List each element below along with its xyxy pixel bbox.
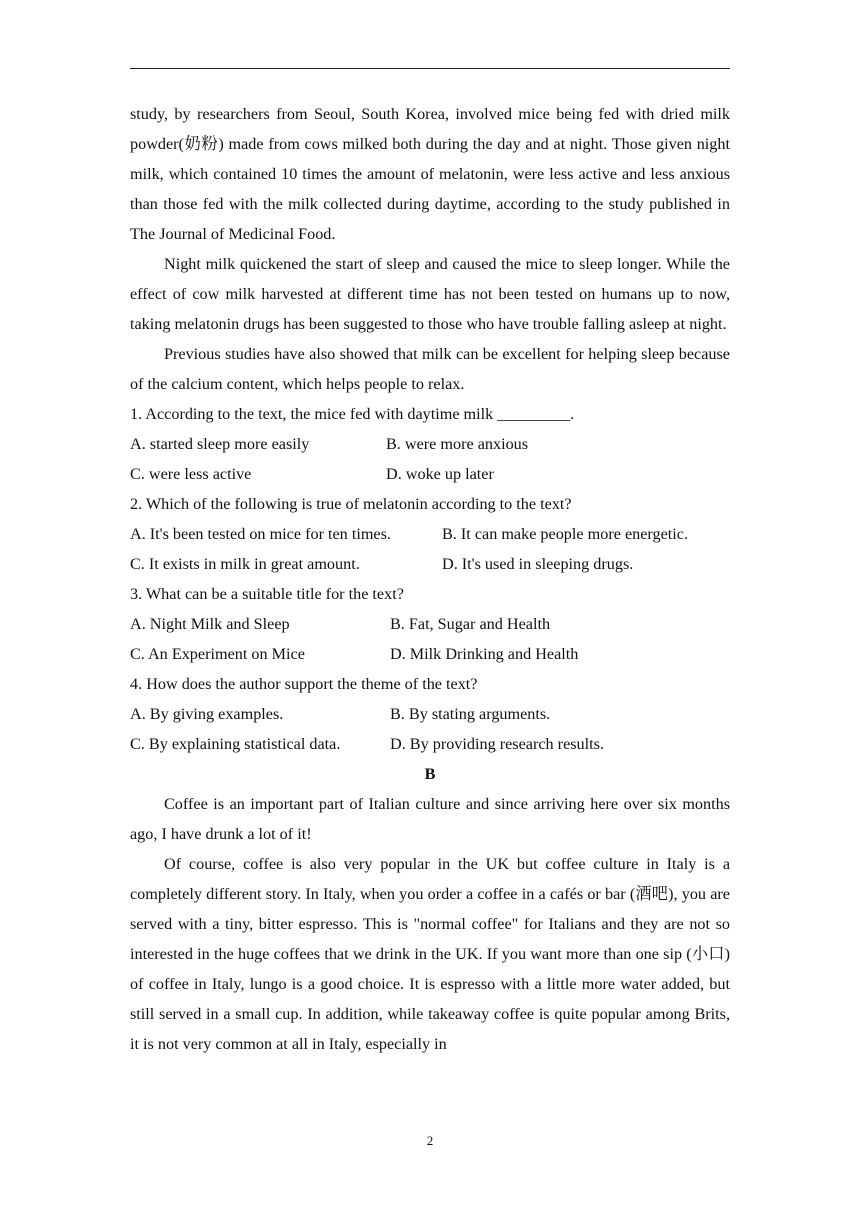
question-2: 2. Which of the following is true of melatonin according to the text?: [130, 495, 572, 513]
page-content: [130, 99, 730, 1059]
option-3b: B. Fat, Sugar and Health: [390, 615, 551, 633]
paragraph-a2: Night milk quickened the start of sleep and caused the mice to sleep longer. While the effect of cow milk harvested at different time has not been tested on humans up to now, taking melatonin drugs has been suggested to those who have trouble falling asleep at night.: [130, 255, 730, 333]
option-2c: C. It exists in milk in great amount.: [130, 555, 360, 573]
question-3-options-row1: [130, 609, 730, 639]
question-4-options-row2: [130, 729, 730, 759]
option-2b: B. It can make people more energetic.: [442, 525, 689, 543]
option-4a: A. By giving examples.: [130, 705, 284, 723]
question-1-options-row1: [130, 429, 730, 459]
question-1: 1. According to the text, the mice fed with daytime milk _________.: [130, 405, 575, 423]
option-4b: B. By stating arguments.: [390, 705, 551, 723]
option-1b: B. were more anxious: [386, 435, 529, 453]
option-4d: D. By providing research results.: [390, 735, 604, 753]
option-3c: C. An Experiment on Mice: [130, 645, 305, 663]
question-2-options-row2: [130, 549, 730, 579]
question-3-options-row2: [130, 639, 730, 669]
option-2d: D. It's used in sleeping drugs.: [442, 555, 634, 573]
option-1a: A. started sleep more easily: [130, 435, 310, 453]
page-number: 2: [426, 1133, 434, 1148]
option-4c: C. By explaining statistical data.: [130, 735, 341, 753]
option-3a: A. Night Milk and Sleep: [130, 615, 290, 633]
question-1-options-row2: [130, 459, 730, 489]
option-1d: D. woke up later: [386, 465, 494, 483]
option-2a: A. It's been tested on mice for ten times.: [130, 525, 391, 543]
option-1c: C. were less active: [130, 465, 252, 483]
paragraph-b2: Of course, coffee is also very popular in the UK but coffee culture in Italy is a completely different story. In Italy, when you order a coffee in a cafés or bar (酒吧), you are served with a tiny, bitter espresso. This is "normal coffee" for Italians and they are not so interested in the huge coffees that we drink in the UK. If you want more than one sip (小口) of coffee in Italy, lungo is a good choice. It is espresso with a little more water added, but still served in a small cup. In addition, while takeaway coffee is quite popular among Brits, it is not very common at all in Italy, especially in: [130, 855, 730, 1053]
paragraph-a1: study, by researchers from Seoul, South Korea, involved mice being fed with dried milk powder(奶粉) made from cows milked both during the day and at night. Those given night milk, which contained 10 times the amount of melatonin, were less active and less anxious than those fed with the milk collected during daytime, according to the study published in The Journal of Medicinal Food.: [130, 105, 730, 243]
question-4: 4. How does the author support the theme of the text?: [130, 675, 478, 693]
section-b-heading: B: [424, 765, 436, 783]
question-3: 3. What can be a suitable title for the text?: [130, 585, 404, 603]
paragraph-a3: Previous studies have also showed that milk can be excellent for helping sleep because of the calcium content, which helps people to relax.: [130, 345, 730, 393]
header-rule: [130, 68, 730, 69]
paragraph-b1: Coffee is an important part of Italian culture and since arriving here over six months ago, I have drunk a lot of it!: [130, 795, 730, 843]
option-3d: D. Milk Drinking and Health: [390, 645, 579, 663]
question-2-options-row1: [130, 519, 730, 549]
question-4-options-row1: [130, 699, 730, 729]
